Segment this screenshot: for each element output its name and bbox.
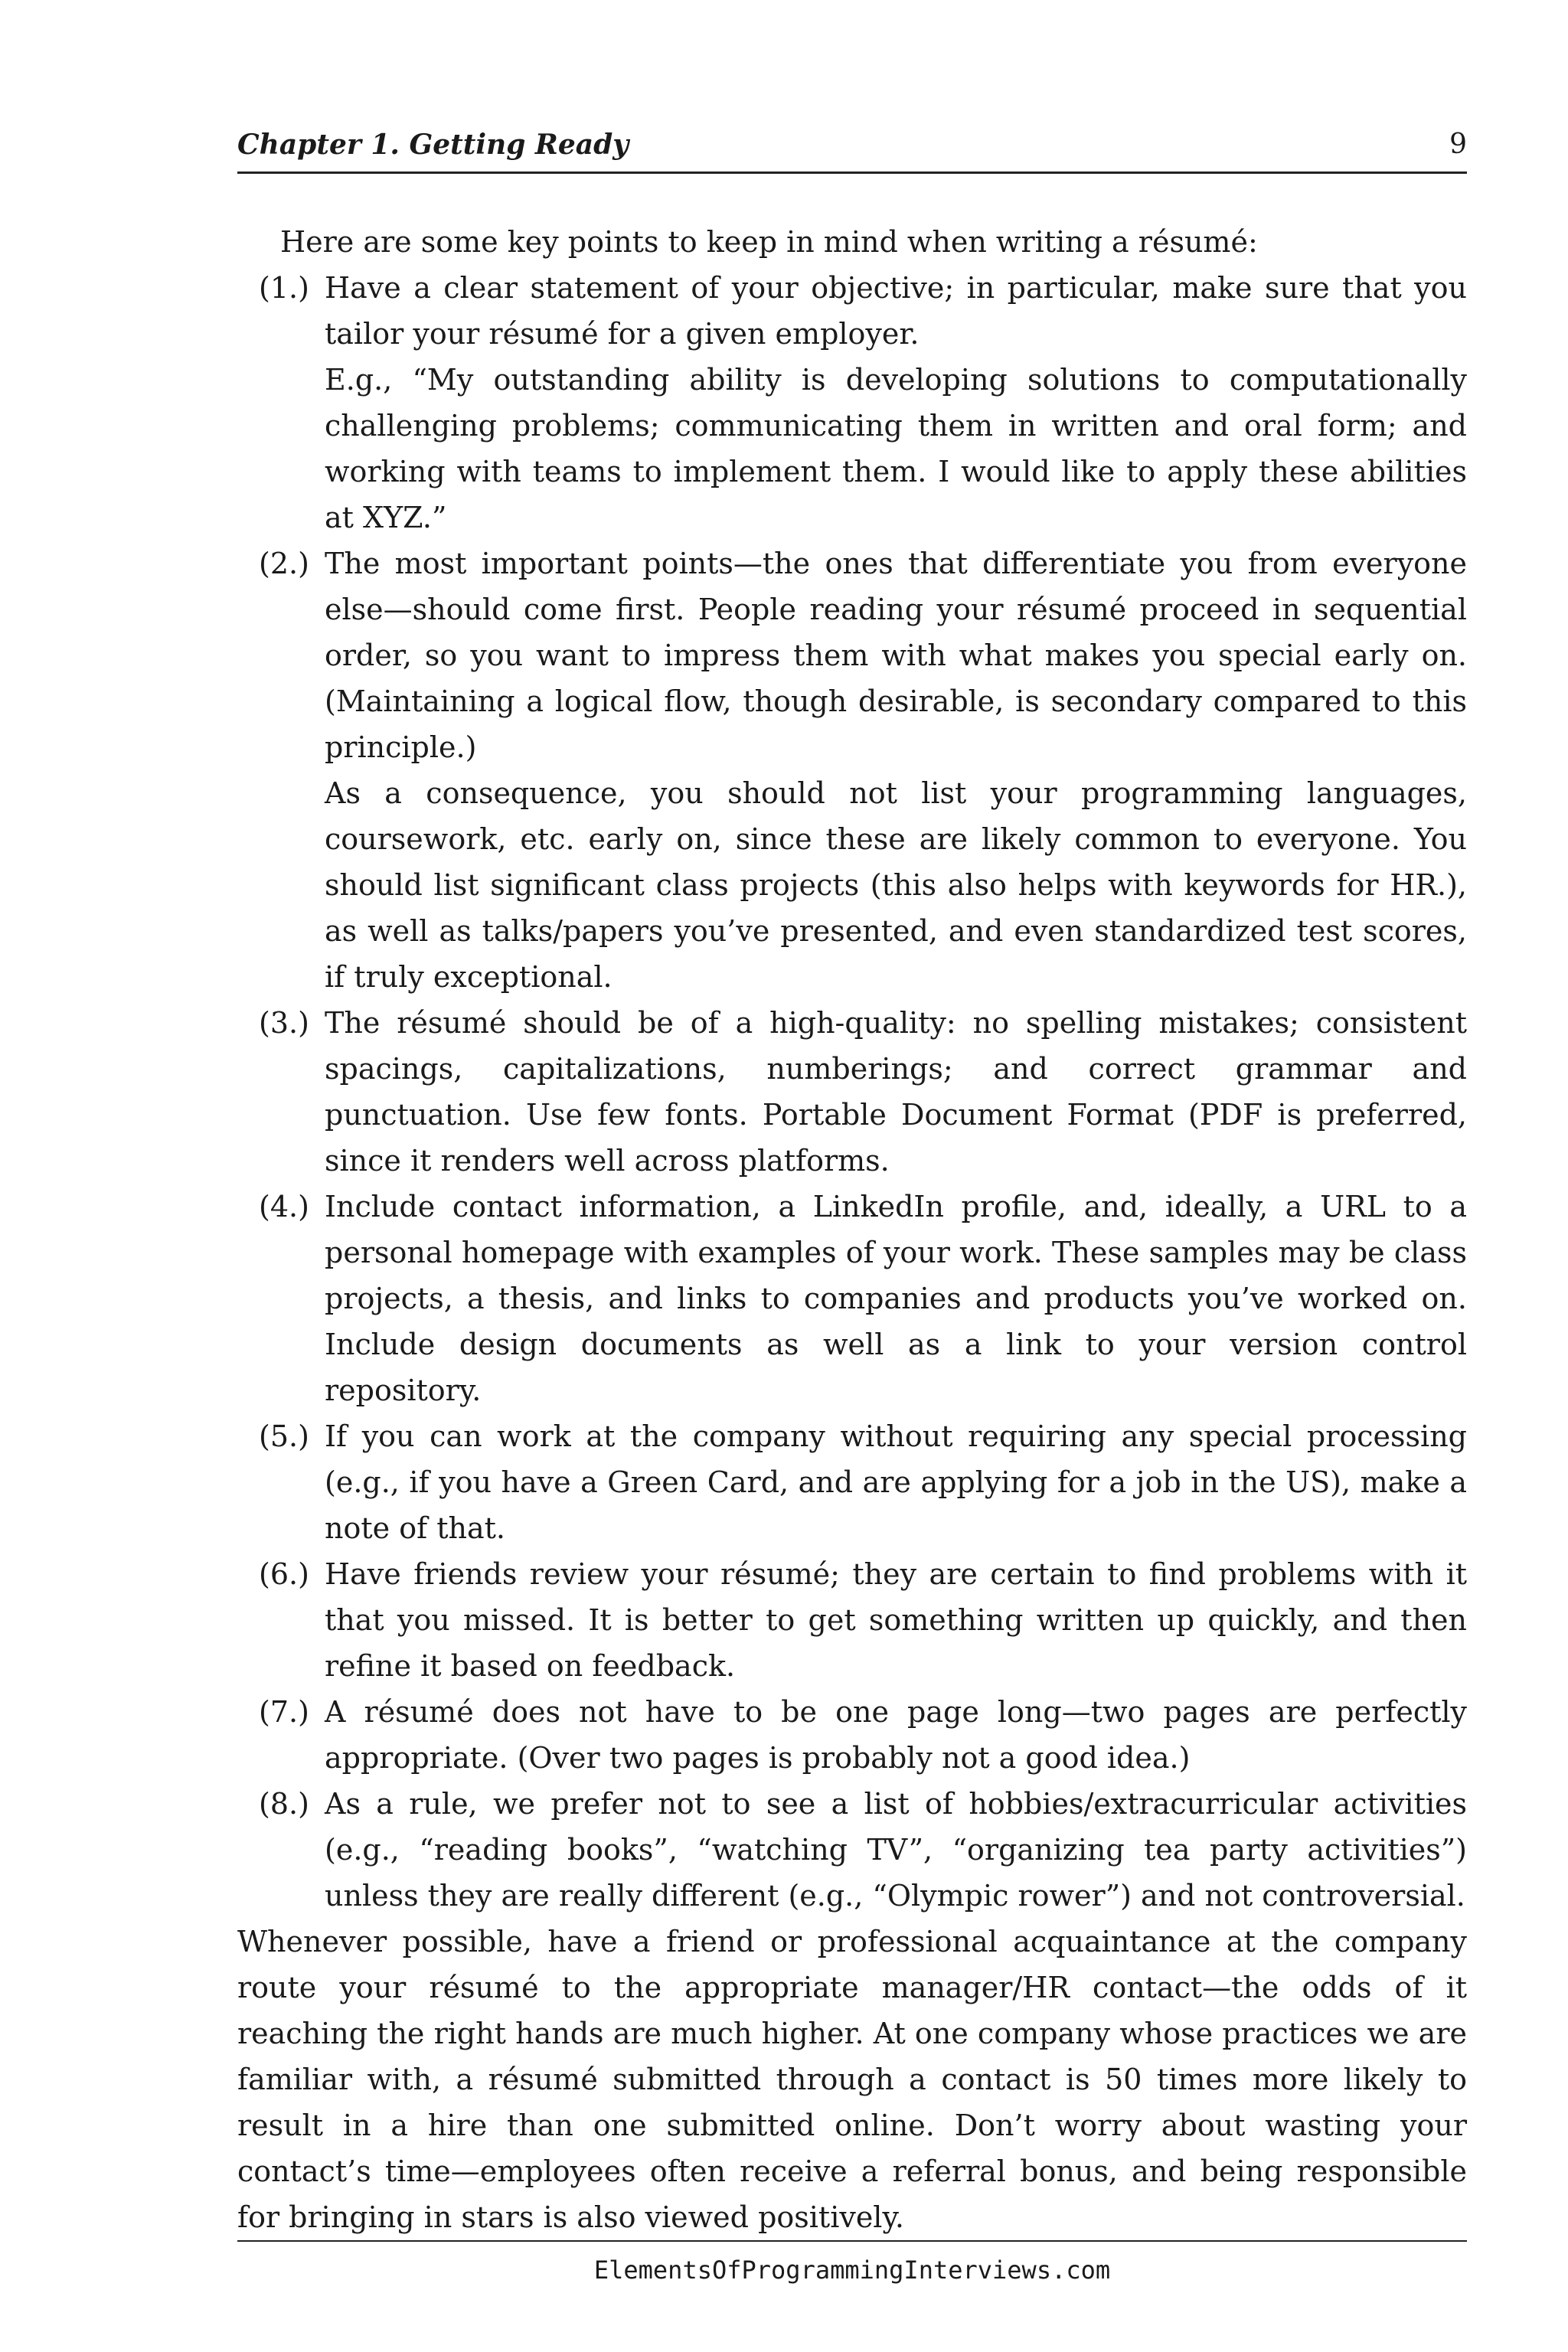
intro-paragraph: Here are some key points to keep in mind when writing a résumé: — [280, 225, 1258, 259]
list-item-number: (2.) — [259, 547, 309, 580]
page-header — [237, 129, 1467, 174]
closing-paragraph: Whenever possible, have a friend or professional acquaintance at the company route your résumé to the appropriate manager/HR contact—the odds of it reaching the right hands are much higher. At one company whose practices we are familiar with, a résumé submitted through a contact is 50 times more likely to result in a hire than one submitted online. Don’t worry about wasting your contact’s time—employees often receive a referral bonus, and being responsible for bringing in stars is also viewed positively. — [237, 1925, 1467, 2234]
list-item-text: If you can work at the company without requiring any special processing (e.g., if you have a Green Card, and are applying for a job in the US), make a note of that. — [325, 1419, 1467, 1545]
page-footer: ElementsOfProgrammingInterviews.com — [237, 2240, 1467, 2285]
list-item-number: (3.) — [259, 1006, 309, 1040]
list-item-text: Have friends review your résumé; they are certain to find problems with it that you missed. It is better to get something written up quickly, and then refine it based on feedback. — [325, 1557, 1467, 1683]
list-item — [237, 1000, 1467, 1184]
list-item-number: (6.) — [259, 1557, 309, 1591]
list-item-number: (5.) — [259, 1419, 309, 1453]
list-item — [237, 1184, 1467, 1413]
chapter-title: Chapter 1. Getting Ready — [237, 129, 629, 161]
list-item-text: As a rule, we prefer not to see a list of hobbies/extracurricular activities (e.g., “reading books”, “watching TV”, “organizing tea party activities”) unless they are really different (e.g., “Olympic rower”) and not controversial. — [325, 1787, 1467, 1913]
page-body — [237, 219, 1467, 2240]
list-item-text: As a consequence, you should not list your programming languages, coursework, etc. early on, since these are likely common to everyone. You should list significant class projects (this also helps with keywords for HR.), as well as talks/papers you’ve presented, and even standardized test scores, if truly exceptional. — [325, 776, 1467, 994]
list-item — [237, 541, 1467, 1000]
key-points-list — [237, 265, 1467, 1919]
list-item — [237, 1689, 1467, 1781]
list-item-text: The most important points—the ones that differentiate you from everyone else—should come first. People reading your résumé proceed in sequential order, so you want to impress them with what makes you special early on. (Maintaining a logical flow, though desirable, is secondary compared to this principle.) — [325, 547, 1467, 764]
list-item-text: The résumé should be of a high-quality: no spelling mistakes; consistent spacings, capitalizations, numberings; and correct grammar and punctuation. Use few fonts. Portable Document Format (PDF is preferred, since it renders well across platforms. — [325, 1006, 1467, 1178]
list-item-number: (7.) — [259, 1695, 309, 1729]
list-item — [237, 265, 1467, 541]
list-item — [237, 1781, 1467, 1919]
list-item-number: (4.) — [259, 1190, 309, 1223]
list-item-text: A résumé does not have to be one page long—two pages are perfectly appropriate. (Over two pages is probably not a good idea.) — [325, 1695, 1467, 1775]
list-item-text: Include contact information, a LinkedIn profile, and, ideally, a URL to a personal homepage with examples of your work. These samples may be class projects, a thesis, and links to companies and products you’ve worked on. Include design documents as well as a link to your version control repository. — [325, 1190, 1467, 1407]
list-item — [237, 1413, 1467, 1551]
page-number: 9 — [1449, 129, 1467, 160]
list-item-number: (8.) — [259, 1787, 309, 1821]
list-item-text: Have a clear statement of your objective; in particular, make sure that you tailor your résumé for a given employer. — [325, 271, 1467, 351]
list-item-number: (1.) — [259, 271, 309, 305]
list-item-text: E.g., “My outstanding ability is developing solutions to computationally challenging problems; communicating them in written and oral form; and working with teams to implement them. I would like to apply these abilities at XYZ.” — [325, 363, 1467, 534]
list-item — [237, 1551, 1467, 1689]
